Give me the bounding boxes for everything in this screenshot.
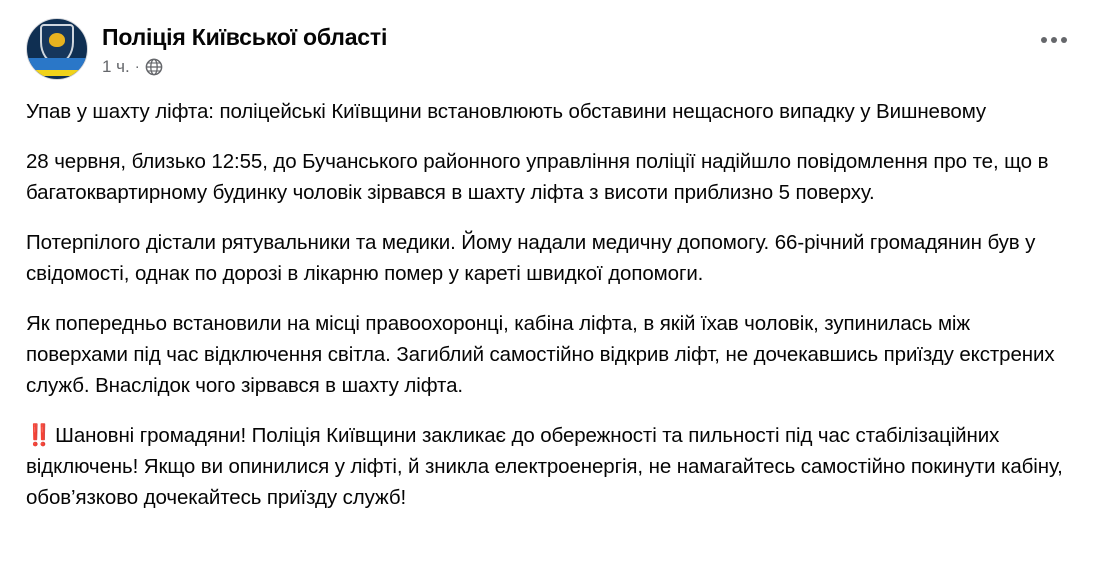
avatar-band: [27, 58, 87, 70]
ellipsis-dot: [1061, 37, 1067, 43]
ellipsis-dot: [1041, 37, 1047, 43]
page-name[interactable]: Поліція Київської області: [102, 24, 388, 50]
post-header: [26, 18, 1073, 86]
double-exclamation-icon: ‼️: [26, 424, 53, 447]
post-paragraph-2: Потерпілого дістали рятувальники та медики. Йому надали медичну допомогу. 66-річний громадянин був у свідомості, однак по дорозі в лікарню помер у кареті швидкої допомоги.: [26, 231, 1036, 285]
post-meta: [102, 57, 1035, 77]
post-alert-text: Шановні громадяни! Поліція Київщини закликає до обережності та пильності під час стабілізаційних відключень! Якщо ви опинилися у ліфті, й зникла електроенергія, не намагайтесь самостійно покинути кабіну, обов’язково дочекайтесь приїзду служб!: [26, 424, 1063, 509]
post-header-text: [102, 18, 1035, 77]
post-paragraph-1: 28 червня, близько 12:55, до Бучанського районного управління поліції надійшло повідомлення про те, що в багатоквартирному будинку чоловік зірвався в шахту ліфта з висоти приблизно 5 поверху.: [26, 150, 1049, 204]
post-paragraph-3: Як попередньо встановили на місці правоохоронці, кабіна ліфта, в якій їхав чоловік, зупинилась між поверхами під час відключення світла. Загиблий самостійно відкрив ліфт, не дочекавшись приїзду екстрених служб. Внаслідок чого зірвався в шахту ліфта.: [26, 312, 1055, 397]
avatar[interactable]: [26, 18, 88, 80]
post-timestamp[interactable]: 1 ч.: [102, 57, 130, 76]
meta-separator: ·: [134, 58, 140, 75]
ellipsis-dot: [1051, 37, 1057, 43]
post-headline: Упав у шахту ліфта: поліцейські Київщини встановлюють обставини нещасного випадку у Вишневому: [26, 100, 987, 123]
post-alert-paragraph: [26, 420, 1073, 513]
post-body: [26, 86, 1073, 513]
ellipsis-icon[interactable]: [1035, 26, 1073, 54]
globe-icon[interactable]: [145, 58, 163, 76]
